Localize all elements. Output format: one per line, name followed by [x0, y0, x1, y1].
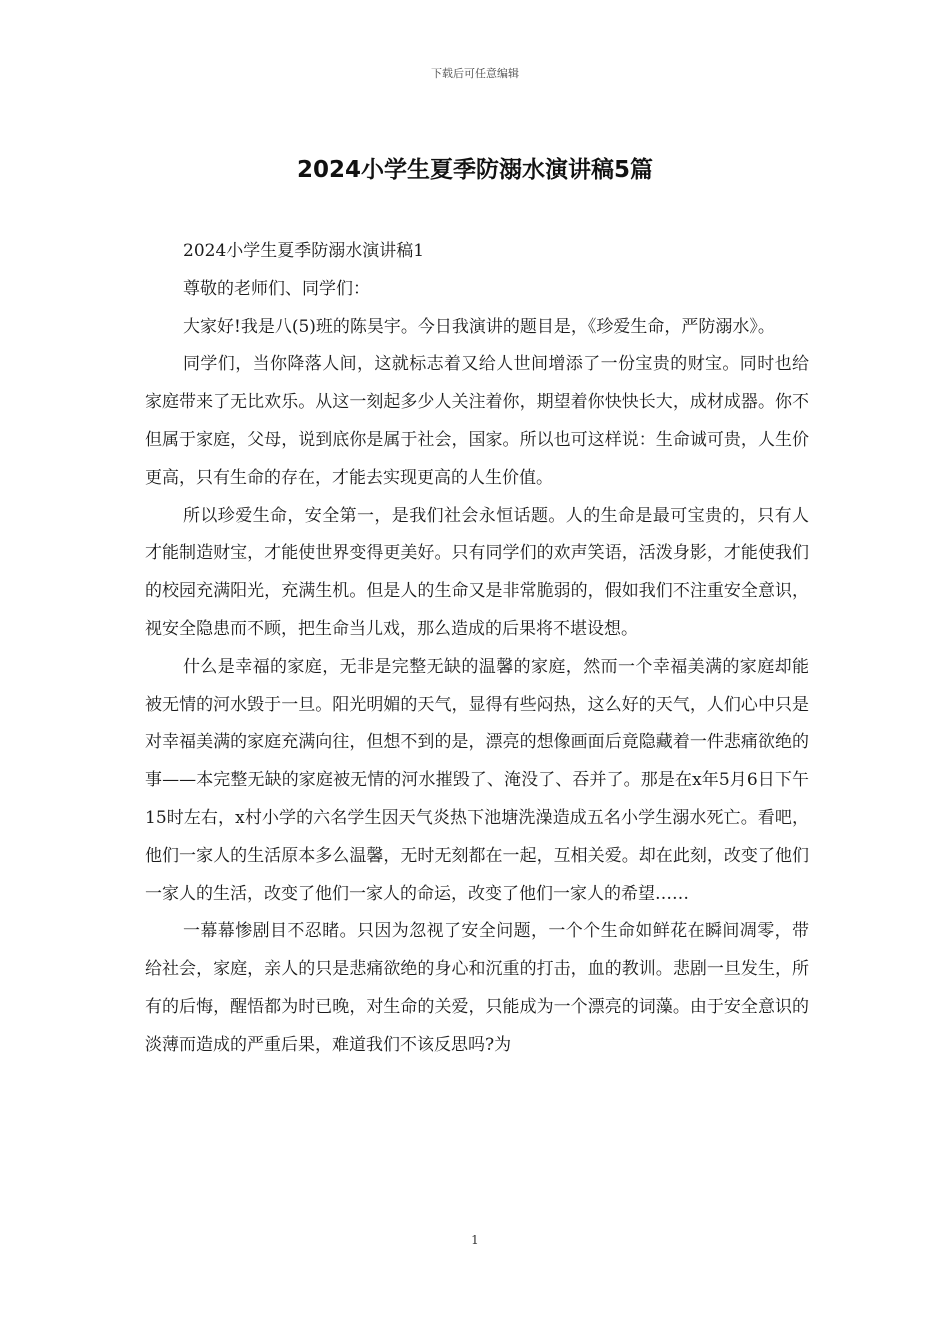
paragraph: 大家好!我是八(5)班的陈昊宇。今日我演讲的题目是，《珍爱生命，严防溺水》。	[183, 316, 775, 337]
document-title: 2024小学生夏季防溺水演讲稿5篇	[296, 157, 654, 183]
paragraph: 同学们，当你降落人间，这就标志着又给人世间增添了一份宝贵的财宝。同时也给家庭带来了无比欢乐。从这一刻起多少人关注着你，期望着你快快长大，成材成器。你不但属于家庭，父母，说到底你是属于社会，国家。所以也可这样说：生命诚可贵，人生价更高，只有生命的存在，才能去实现更高的人生价值。	[145, 354, 809, 488]
paragraph: 所以珍爱生命，安全第一，是我们社会永恒话题。人的生命是最可宝贵的，只有人才能制造财宝，才能使世界变得更美好。只有同学们的欢声笑语，活泼身影，才能使我们的校园充满阳光，充满生机。但是人的生命又是非常脆弱的，假如我们不注重安全意识，视安全隐患而不顾，把生命当儿戏，那么造成的后果将不堪设想。	[145, 505, 809, 639]
section-heading: 2024小学生夏季防溺水演讲稿1	[183, 241, 425, 261]
page-number: 1	[471, 1233, 479, 1247]
paragraph: 什么是幸福的家庭，无非是完整无缺的温馨的家庭，然而一个幸福美满的家庭却能被无情的河水毁于一旦。阳光明媚的天气，显得有些闷热，这么好的天气，人们心中只是对幸福美满的家庭充满向往，但想不到的是，漂亮的想像画面后竟隐藏着一件悲痛欲绝的事——本完整无缺的家庭被无情的河水摧毁了、淹没了、吞并了。那是在x年5月6日下午15时左右，x村小学的六名学生因天气炎热下池塘洗澡造成五名小学生溺水死亡。看吧，他们一家人的生活原本多么温馨，无时无刻都在一起，互相关爱。却在此刻，改变了他们一家人的生活，改变了他们一家人的命运，改变了他们一家人的希望……	[145, 656, 809, 904]
salutation: 尊敬的老师们、同学们：	[183, 278, 370, 299]
page-header-note: 下载后可任意编辑	[431, 67, 519, 80]
paragraph: 一幕幕惨剧目不忍睹。只因为忽视了安全问题，一个个生命如鲜花在瞬间凋零，带给社会，家庭，亲人的只是悲痛欲绝的身心和沉重的打击，血的教训。悲剧一旦发生，所有的后悔，醒悟都为时已晚，对生命的关爱，只能成为一个漂亮的词藻。由于安全意识的淡薄而造成的严重后果，难道我们不该反思吗?为	[145, 921, 809, 1055]
document-body	[145, 233, 809, 1065]
